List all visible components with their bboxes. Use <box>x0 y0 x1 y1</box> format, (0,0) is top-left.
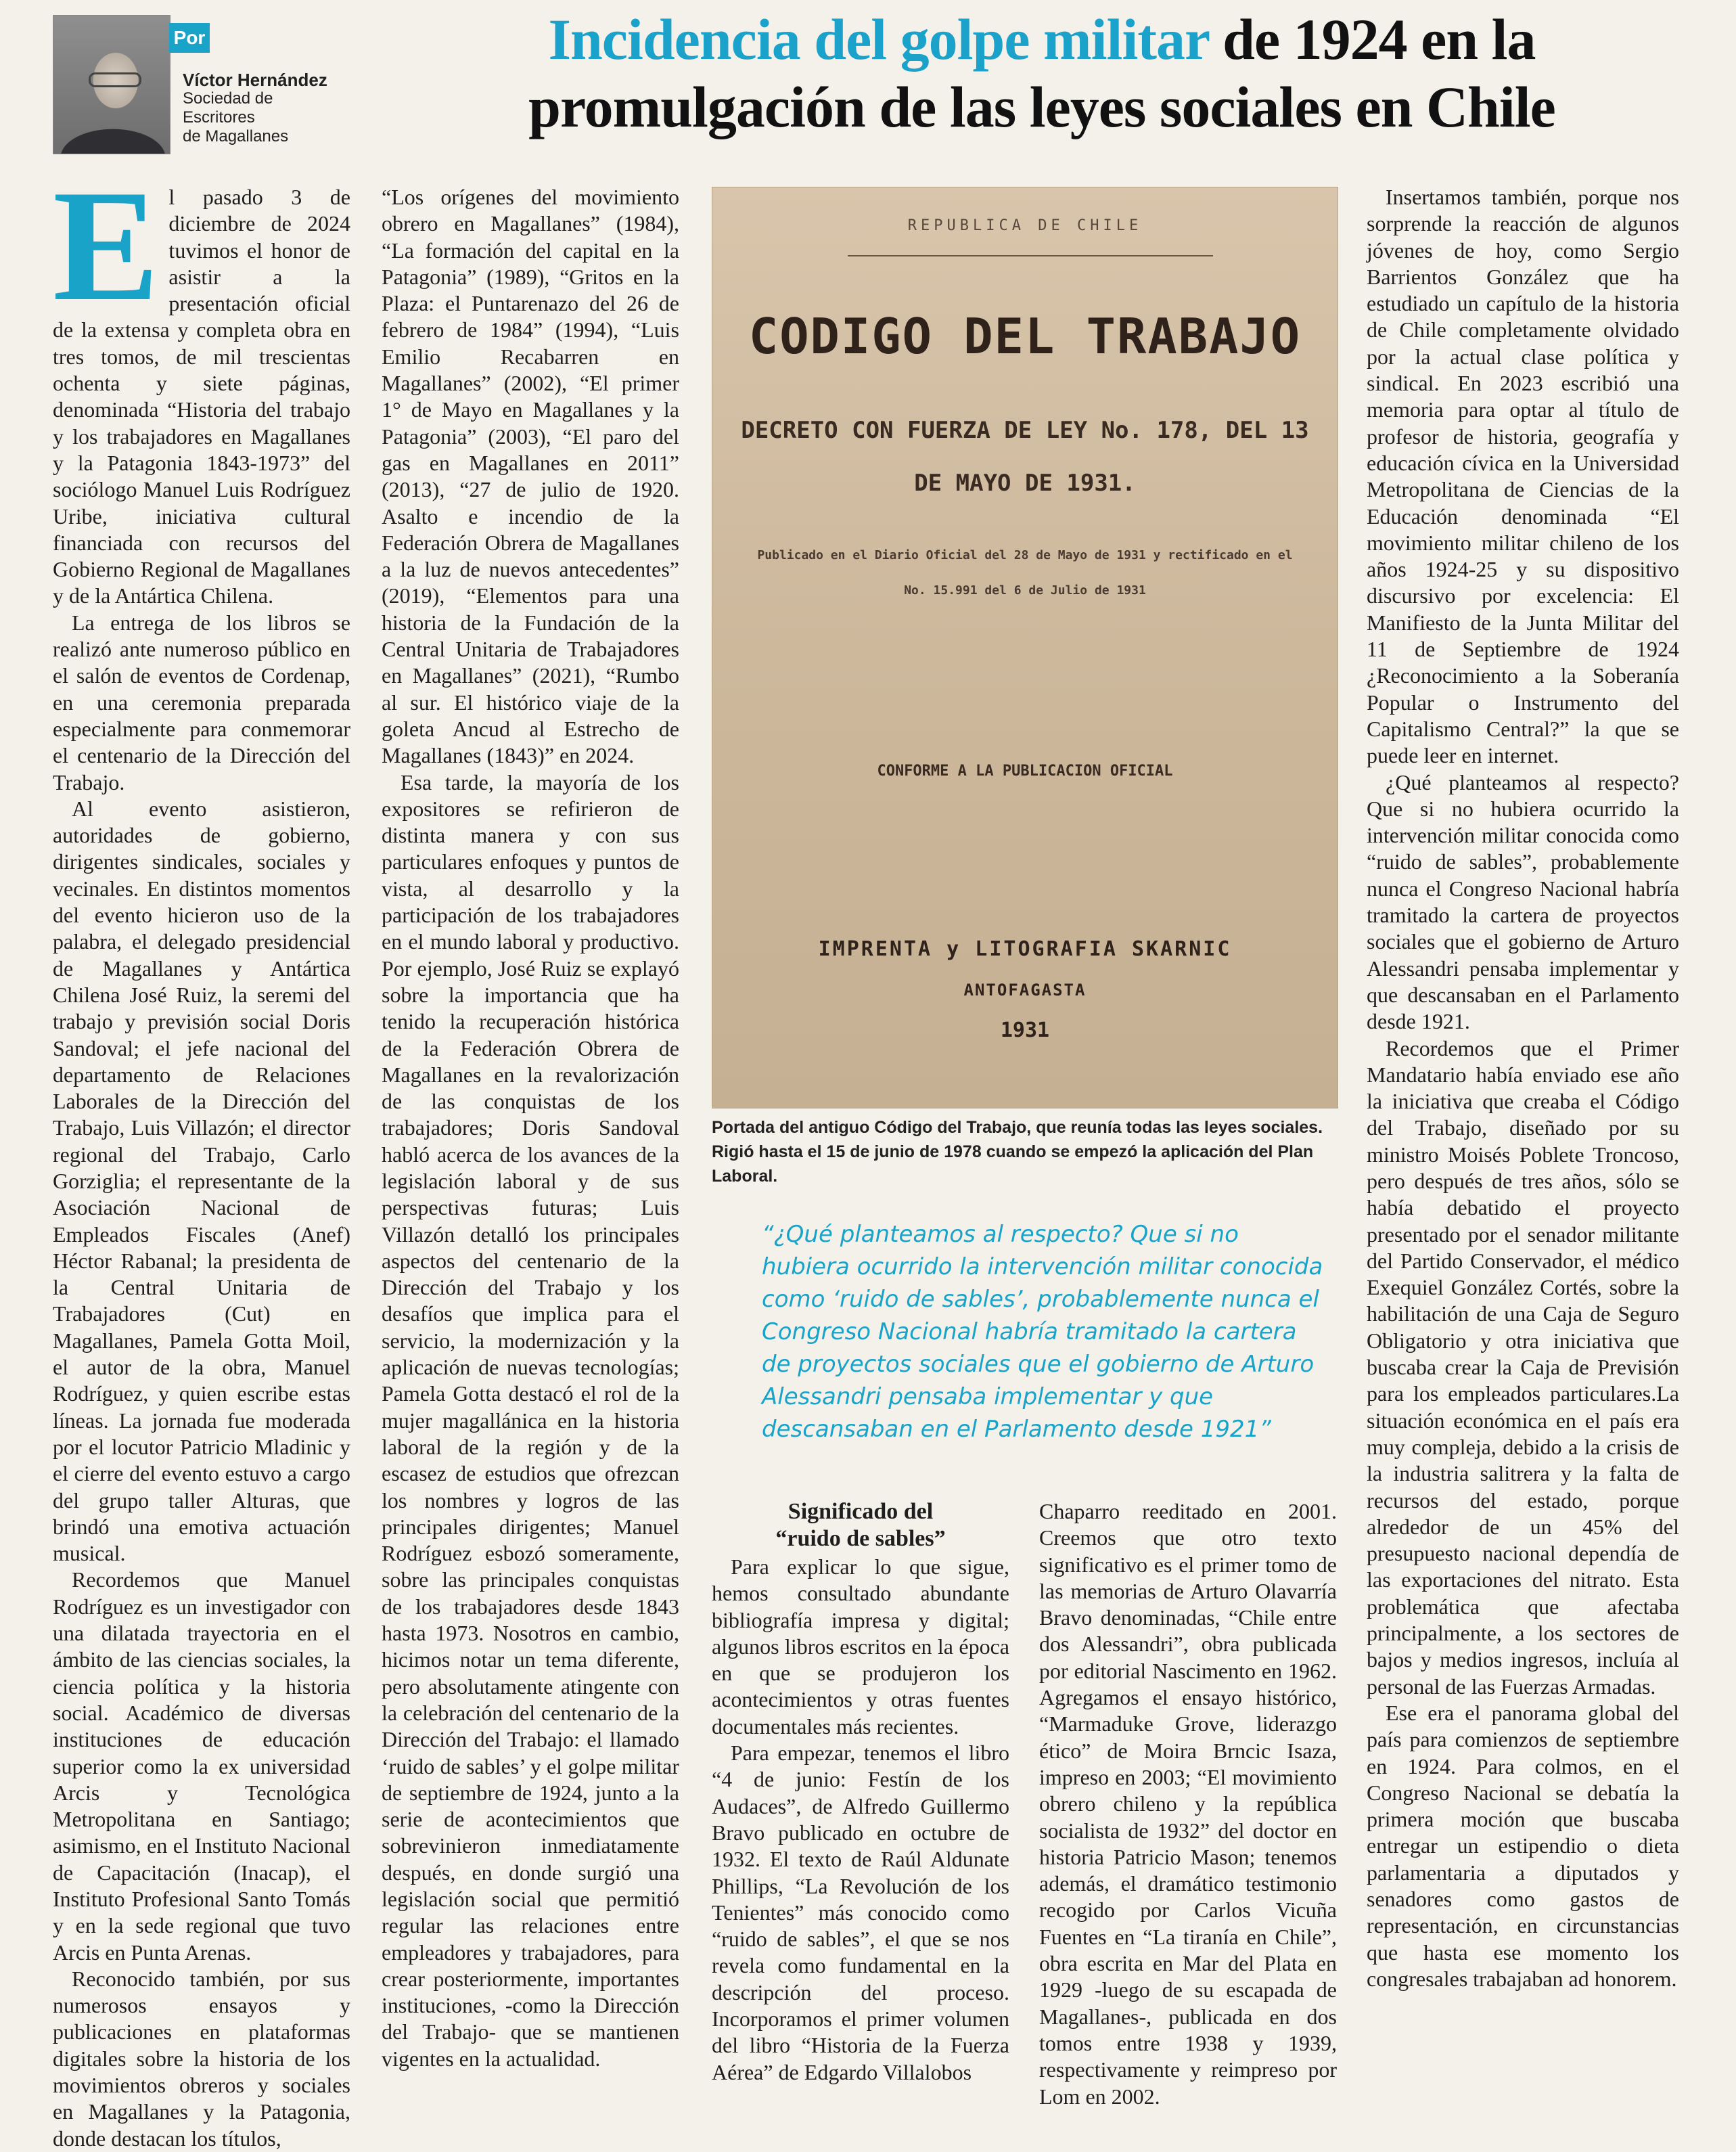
paragraph: Recordemos que Manuel Rodríguez es un investigador con una dilatada trayectoria en el ámbito de las ciencias sociales, la ciencia política y la historia social. Académico de diversas instituciones de educación superior como la ex universidad Arcis y Tecnológica Metropolitana en Santiago; asimismo, en el Instituto Nacional de Capacitación (Inacap), el Instituto Profesional Santo Tomás y en la sede regional que tuvo Arcis en Punta Arenas. <box>53 1567 350 1965</box>
drop-cap: E <box>53 158 160 334</box>
byline-tag: Por <box>169 23 210 53</box>
author-byline <box>183 70 327 146</box>
author-name: Víctor Hernández <box>183 70 327 90</box>
subhead-line2: “ruido de sables” <box>775 1526 946 1551</box>
doc-publicado: Publicado en el Diario Oficial del 28 de Mayo de 1931 y rectificado en el No. 15.991 del 6 de Julio de 1931 <box>757 548 1293 598</box>
paragraph: “Los orígenes del movimiento obrero en Magallanes” (1984), “La formación del capital en la Patagonia” (1989), “Gritos en la Plaza: el Puntarenazo del 26 de febrero de 1984” (1994), “Luis Emilio Recabarren en Magallanes” (2002), “El primer 1° de Mayo en Magallanes y la Patagonia” (2003), “El paro del gas en Magallanes en 2011” (2013), “27 de julio de 1920. Asalto e incendio de la Federación Obrera de Magallanes a la luz de nuevos antecedentes” (2019), “Elementos para una historia de la Fundación de la Central Unitaria de Trabajadores en Magallanes” (2021), “Rumbo al sur. El histórico viaje de la goleta Ancud al Estrecho de Magallanes (1843)” en 2024. <box>382 185 679 768</box>
paragraph: ¿Qué planteamos al respecto? Que si no hubiera ocurrido la intervención militar conocida como “ruido de sables”, probablemente nunca el Congreso Nacional habría tramitado la cartera de proyectos sociales que el gobierno de Arturo Alessandri pensaba implementar y que descansaban en el Parlamento desde 1921. <box>1367 769 1679 1034</box>
headline-line2: promulgación de las leyes sociales en Chile <box>528 74 1555 139</box>
doc-title: CODIGO DEL TRABAJO <box>748 308 1302 365</box>
paragraph: Reconocido también, por sus numerosos ensayos y publicaciones en plataformas digitales sobre la historia de los movimientos obreros y sociales en Magallanes y la Patagonia, donde destacan los títulos, <box>53 1966 350 2151</box>
doc-year: 1931 <box>1000 1018 1050 1042</box>
pull-quote: “¿Qué planteamos al respecto? Que si no hubiera ocurrido la intervención militar conocida como ‘ruido de sables’, probablemente nunca el Congreso Nacional habría tramitado la cartera de proyectos sociales que el gobierno de Arturo Alessandri pensaba implementar y que descansaban en el Parlamento desde 1921” <box>762 1221 1323 1443</box>
paragraph: Al evento asistieron, autoridades de gobierno, dirigentes sindicales, sociales y vecinales. En distintos momentos del evento hicieron uso de la palabra, el delegado presidencial de Magallanes y Antártica Chilena José Ruiz, la seremi del trabajo y previsión social Doris Sandoval; el jefe nacional del departamento de Relaciones Laborales de la Dirección del Trabajo, Luis Villazón; el director regional del Trabajo, Carlo Gorziglia; el representante de la Asociación Nacional de Empleados Fiscales (Anef) Héctor Rabanal; la presidenta de la Central Unitaria de Trabajadores (Cut) en Magallanes, Pamela Gotta Moil, el autor de la obra, Manuel Rodríguez, y quien escribe estas líneas. La jornada fue moderada por el locutor Patricio Mladinic y el cierre del evento estuvo a cargo del grupo taller Alturas, que brindó una emotiva actuación musical. <box>53 796 350 1566</box>
paragraph: La entrega de los libros se realizó ante numeroso público en el salón de eventos de Cordenap, en una ceremonia preparada especialmente para conmemorar el centenario de la Dirección del Trabajo. <box>53 610 350 794</box>
paragraph: Insertamos también, porque nos sorprende la reacción de algunos jóvenes de hoy, como Sergio Barrientos González que ha estudiado un capítulo de la historia de Chile completamente olvidado por la actual clase política y sindical. En 2023 escribió una memoria para optar al título de profesor de historia, geografía y educación cívica en la Universidad Metropolitana de Ciencias de la Educación denominada “El movimiento militar chileno de los años 1924-25 y su dispositivo discursivo por excelencia: El Manifiesto de la Junta Militar del 11 de Septiembre de 1924 ¿Reconocimiento a la Soberanía Popular o Instrumento del Capitalismo Central?” la que se puede leer en internet. <box>1367 185 1679 768</box>
author-org-line1: Sociedad de <box>183 89 273 108</box>
article-headline <box>399 5 1685 141</box>
subhead-line1: Significado del <box>787 1499 934 1524</box>
section-subhead <box>712 1498 1009 1552</box>
paragraph: Ese era el panorama global del país para comienzos de septiembre en 1924. Para colmos, en el Congreso Nacional se debatía la primera moción que buscaba entregar un estipendio o dieta parlamentaria a diputados y senadores como gastos de representación, en circunstancias que hasta ese momento los congresales trabajaban ad honorem. <box>1367 1700 1679 1991</box>
doc-decreto: DECRETO CON FUERZA DE LEY No. 178, DEL 13 DE MAYO DE 1931. <box>741 417 1309 497</box>
doc-imprenta: IMPRENTA y LITOGRAFIA SKARNIC <box>818 937 1232 961</box>
paragraph-text: l pasado 3 de diciembre de 2024 tuvimos el honor de asistir a la presentación oficial de la extensa y completa obra en tres tomos, de mil trescientas ochenta y siete páginas, denominada “Historia del trabajo y los trabajadores en Magallanes y la Patagonia 1843-1973” del sociólogo Manuel Luis Rodríguez Uribe, iniciativa cultural financiada con recursos del Gobierno Regional de Magallanes y de la Antártica Chilena. <box>53 185 350 608</box>
headline-highlight: Incidencia del golpe militar <box>548 7 1209 72</box>
column-4 <box>1039 1498 1337 2110</box>
paragraph: Recordemos que el Primer Mandatario había enviado ese año la iniciativa que creaba el Código del Trabajo, diseñado por su ministro Moisés Poblete Troncoso, pero después de tres años, sólo se había debatido el proyecto presentado por el senador militante del Partido Conservador, el médico Exequiel González Cortés, sobre la habilitación de una Caja de Seguro Obligatorio y otra iniciativa que buscaba crear la Caja de Previsión para los empleados particulares.La situación económica en el país era muy compleja, debido a la crisis de la industria salitrera y la falta de recursos del estado, porque alrededor de un 45% del presupuesto nacional dependía de las exportaciones del nitrato. Esta problemática que afectaba principalmente, a los sectores de bajos y medios ingresos, incluía al personal de las Fuerzas Armadas. <box>1367 1035 1679 1699</box>
doc-ciudad: ANTOFAGASTA <box>963 981 1087 1000</box>
column-1 <box>53 158 350 2152</box>
paragraph <box>53 158 350 610</box>
author-org-line3: de Magallanes <box>183 127 289 145</box>
author-photo <box>53 15 170 154</box>
paragraph: Esa tarde, la mayoría de los expositores se refirieron de distinta manera y con sus particulares enfoques y puntos de vista, al desarrollo y la participación de los trabajadores en el mundo laboral y productivo. Por ejemplo, José Ruiz se explayó sobre la importancia que ha tenido la recuperación histórica de la Federación Obrera de Magallanes en la revalorización de las conquistas de los trabajadores; Doris Sandoval habló acerca de los avances de la legislación laboral y de sus perspectivas futuras; Luis Villazón detalló los principales aspectos del centenario de la Dirección del Trabajo y los desafíos que implica para el servicio, la modernización y la aplicación de nuevas tecnologías; Pamela Gotta destacó el rol de la mujer magallánica en la historia laboral de la región y de la escasez de estudios que ofrezcan los nombres y logros de las principales dirigentes; Manuel Rodríguez esbozó someramente, sobre las principales conquistas de los trabajadores desde 1843 hasta 1973. Nosotros en cambio, hicimos notar un tema diferente, pero absolutamente atingente con la celebración del centenario de la Dirección del Trabajo: el llamado ‘ruido de sables’ y el golpe militar de septiembre de 1924, junto a la serie de acontecimientos que sobrevinieron inmediatamente después, en donde surgió una legislación social que permitió regular las relaciones entre empleadores y trabajadores, para crear posteriormente, importantes instituciones, -como la Dirección del Trabajo- que se mantienen vigentes en la actualidad. <box>382 769 679 2071</box>
author-org-line2: Escritores <box>183 108 255 127</box>
doc-header: REPUBLICA DE CHILE <box>907 217 1143 234</box>
column-5 <box>1367 184 1679 1992</box>
paragraph: Para explicar lo que sigue, hemos consultado abundante bibliografía impresa y digital; algunos libros escritos en la época en que se produjeron los acontecimientos y otras fuentes documentales más recientes. <box>712 1554 1009 1739</box>
doc-rule <box>848 255 1213 256</box>
column-2 <box>382 184 679 2072</box>
paragraph: Para empezar, tenemos el libro “4 de junio: Festín de los Audaces”, de Alfredo Guillermo Bravo publicado en octubre de 1932. El texto de Raúl Aldunate Phillips, “La Revolución de los Tenientes” más conocido como “ruido de sables”, el que se nos revela como fundamental en la descripción del proceso. Incorporamos el primer volumen del libro “Historia de la Fuerza Aérea” de Edgardo Villalobos <box>712 1741 1009 2084</box>
headline-rest: de 1924 en la <box>1208 7 1536 72</box>
doc-conforme: CONFORME A LA PUBLICACION OFICIAL <box>877 763 1173 780</box>
paragraph: Chaparro reeditado en 2001. Creemos que otro texto significativo es el primer tomo de las memorias de Arturo Olavarría Bravo denominadas, “Chile entre dos Alessandri”, obra publicada por editorial Nascimento en 1962. Agregamos el ensayo histórico, “Marmaduke Grove, liderazgo ético” de Moira Brncic Isaza, impreso en 2003; “El movimiento obrero chileno y la república socialista de 1932” del doctor en historia Patricio Mason; tenemos además, el dramático testimonio recogido por Carlos Vicuña Fuentes en “La tiranía en Chile”, obra escrita en Mar del Plata en 1929 -luego de su escapada de Magallanes-, publicada en dos tomos entre 1938 y 1939, respectivamente y reimpreso por Lom en 2002. <box>1039 1499 1337 2109</box>
photo-caption: Portada del antiguo Código del Trabajo, que reunía todas las leyes sociales. Rigió hasta el 15 de junio de 1978 cuando se empezó la aplicación del Plan Laboral. <box>712 1118 1323 1186</box>
column-3 <box>712 1498 1009 2086</box>
codigo-del-trabajo-photo <box>712 187 1338 1108</box>
